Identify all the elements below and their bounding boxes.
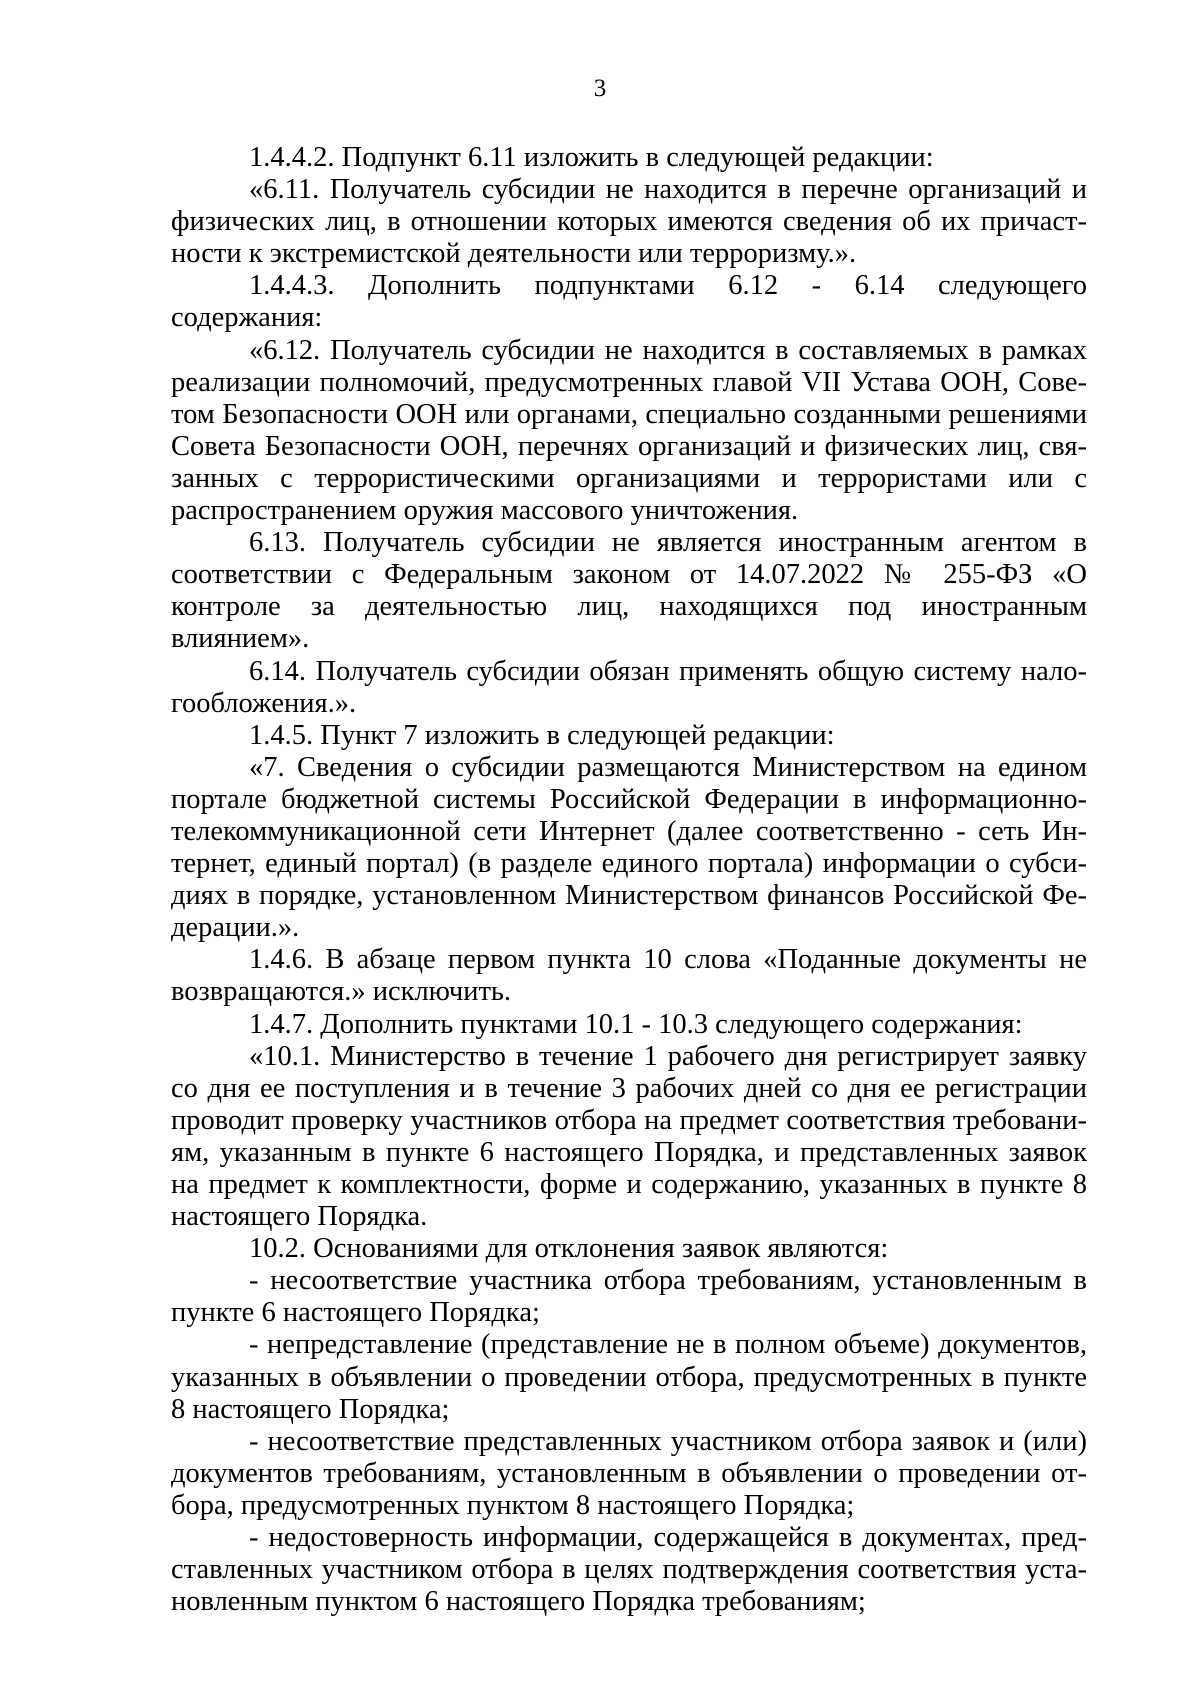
paragraph-6-13: 6.13. Получатель субсидии не является иностранным агентом в соответствии с Федеральным законом от 14.07.2022 № 255-ФЗ «О контроле за деятельностью лиц, находящихся под иностранным влиянием». <box>171 527 1087 655</box>
paragraph-1-4-5: 1.4.5. Пункт 7 изложить в следующей редакции: <box>249 719 835 751</box>
paragraph-10-2: 10.2. Основаниями для отклонения заявок являются: <box>249 1233 889 1265</box>
page-number: 3 <box>593 75 607 102</box>
paragraph-6-14: 6.14. Получатель субсидии обязан применять общую систему налогообложения.». <box>171 655 1087 719</box>
paragraph-6-12: «6.12. Получатель субсидии не находится в составляемых в рамках реализации полномочий, предусмотренных главой VII Устава ООН, Советом Безопасности ООН или органами, специально созданными решениями Совета Безопасности ООН, перечнях организаций и физических лиц, связанных с террористическими организациями и террористами или с распространением оружия массового уничтожения. <box>171 334 1087 527</box>
paragraph-1-4-4-3: 1.4.4.3. Дополнить подпунктами 6.12 - 6.14 следующего содержания: <box>171 270 1087 334</box>
document-body <box>171 142 1087 1618</box>
paragraph-7: «7. Сведения о субсидии размещаются Министерством на едином портале бюджетной системы Российской Федерации в информационно-телекоммуникационной сети Интернет (далее соответственно - сеть Интернет, единый портал) (в разделе единого портала) информации о субсидиях в порядке, установленном Министерством финансов Российской Федерации.». <box>171 751 1087 944</box>
paragraph-6-11: «6.11. Получатель субсидии не находится в перечне организаций и физических лиц, в отношении которых имеются сведения об их причастности к экстремистской деятельности или терроризму.». <box>171 174 1087 270</box>
paragraph-10-1: «10.1. Министерство в течение 1 рабочего дня регистрирует заявку со дня ее поступления и в течение 3 рабочих дней со дня ее регистрации проводит проверку участников отбора на предмет соответствия требованиям, указанным в пункте 6 настоящего Порядка, и представленных заявок на предмет к комплектности, форме и содержанию, указанных в пункте 8 настоящего Порядка. <box>171 1040 1087 1233</box>
paragraph-1-4-7: 1.4.7. Дополнить пунктами 10.1 - 10.3 следующего содержания: <box>249 1008 1023 1040</box>
paragraph-1-4-4-2: 1.4.4.2. Подпункт 6.11 изложить в следующей редакции: <box>249 142 934 173</box>
list-item-ground-4: - недостоверность информации, содержащейся в документах, представленных участником отбора в целях подтверждения соответствия установленным пунктом 6 настоящего Порядка требованиям; <box>171 1522 1087 1618</box>
list-item-ground-2: - непредставление (представление не в полном объеме) документов, указанных в объявлении о проведении отбора, предусмотренных в пункте 8 настоящего Порядка; <box>171 1329 1087 1425</box>
list-item-ground-3: - несоответствие представленных участником отбора заявок и (или) документов требованиям, установленным в объявлении о проведении отбора, предусмотренных пунктом 8 настоящего Порядка; <box>171 1425 1087 1521</box>
list-item-ground-1: - несоответствие участника отбора требованиям, установленным в пункте 6 настоящего Порядка; <box>171 1265 1087 1329</box>
paragraph-1-4-6: 1.4.6. В абзаце первом пункта 10 слова «Поданные документы не возвращаются.» исключить. <box>171 944 1087 1008</box>
